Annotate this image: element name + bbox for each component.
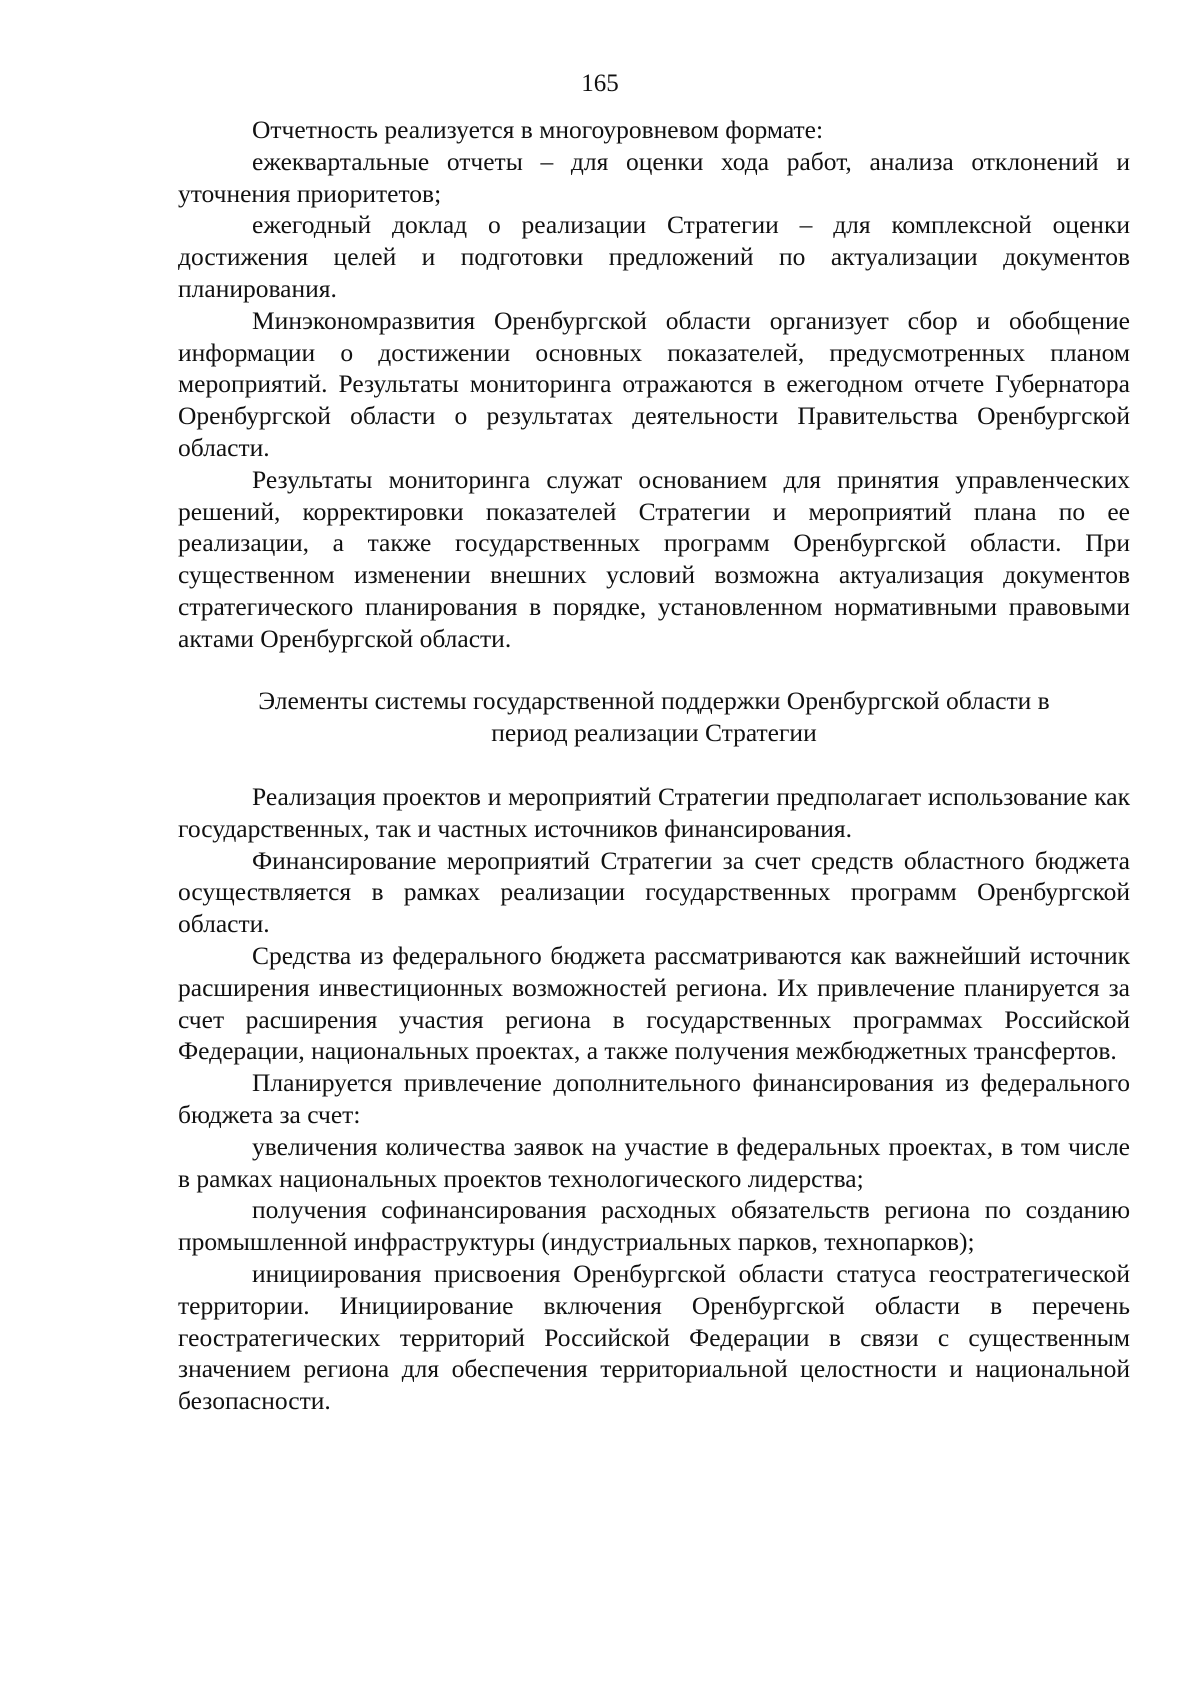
section-heading: [178, 685, 1130, 749]
reporting-section: [178, 114, 1130, 655]
section-heading-line: Элементы системы государственной поддержки Оренбургской области в: [258, 686, 1050, 715]
paragraph: ежеквартальные отчеты – для оценки хода работ, анализа отклонений и уточнения приоритетов;: [178, 146, 1130, 208]
paragraph: ежегодный доклад о реализации Стратегии – для комплексной оценки достижения целей и подготовки предложений по актуализации документов планирования.: [178, 210, 1130, 303]
paragraph: Минэкономразвития Оренбургской области организует сбор и обобщение информации о достижении основных показателей, предусмотренных планом мероприятий. Результаты мониторинга отражаются в ежегодном отчете Губернатора Оренбургской области о результатах деятельности Правительства Оренбургской области.: [178, 305, 1130, 462]
paragraph: Отчетность реализуется в многоуровневом формате:: [252, 115, 824, 144]
paragraph: увеличения количества заявок на участие в федеральных проектах, в том числе в рамках национальных проектов технологического лидерства;: [178, 1131, 1130, 1193]
section-heading-line: период реализации Стратегии: [491, 717, 817, 747]
page-number: 165: [581, 70, 619, 97]
state-support-section: [178, 781, 1130, 1417]
paragraph: Реализация проектов и мероприятий Стратегии предполагает использование как государственных, так и частных источников финансирования.: [178, 782, 1130, 843]
paragraph: инициирования присвоения Оренбургской области статуса геостратегической территории. Инициирование включения Оренбургской области в перечень геостратегических территорий Российской Федерации в связи с существенным значением региона для обеспечения территориальной целостности и национальной безопасности.: [178, 1258, 1130, 1416]
paragraph: получения софинансирования расходных обязательств региона по созданию промышленной инфраструктуры (индустриальных парков, технопарков);: [178, 1195, 1130, 1257]
paragraph: Средства из федерального бюджета рассматриваются как важнейший источник расширения инвестиционных возможностей региона. Их привлечение планируется за счет расширения участия региона в государственных программах Российской Федерации, национальных проектах, а также получения межбюджетных трансфертов.: [178, 940, 1130, 1066]
paragraph: Финансирование мероприятий Стратегии за счет средств областного бюджета осуществляется в рамках реализации государственных программ Оренбургской области.: [178, 845, 1130, 939]
paragraph: Планируется привлечение дополнительного финансирования из федерального бюджета за счет:: [178, 1068, 1130, 1129]
paragraph: Результаты мониторинга служат основанием для принятия управленческих решений, корректировки показателей Стратегии и мероприятий плана по ее реализации, а также государственных программ Оренбургской области. При существенном изменении внешних условий возможна актуализация документов стратегического планирования в порядке, установленном нормативными правовыми актами Оренбургской области.: [178, 464, 1130, 653]
